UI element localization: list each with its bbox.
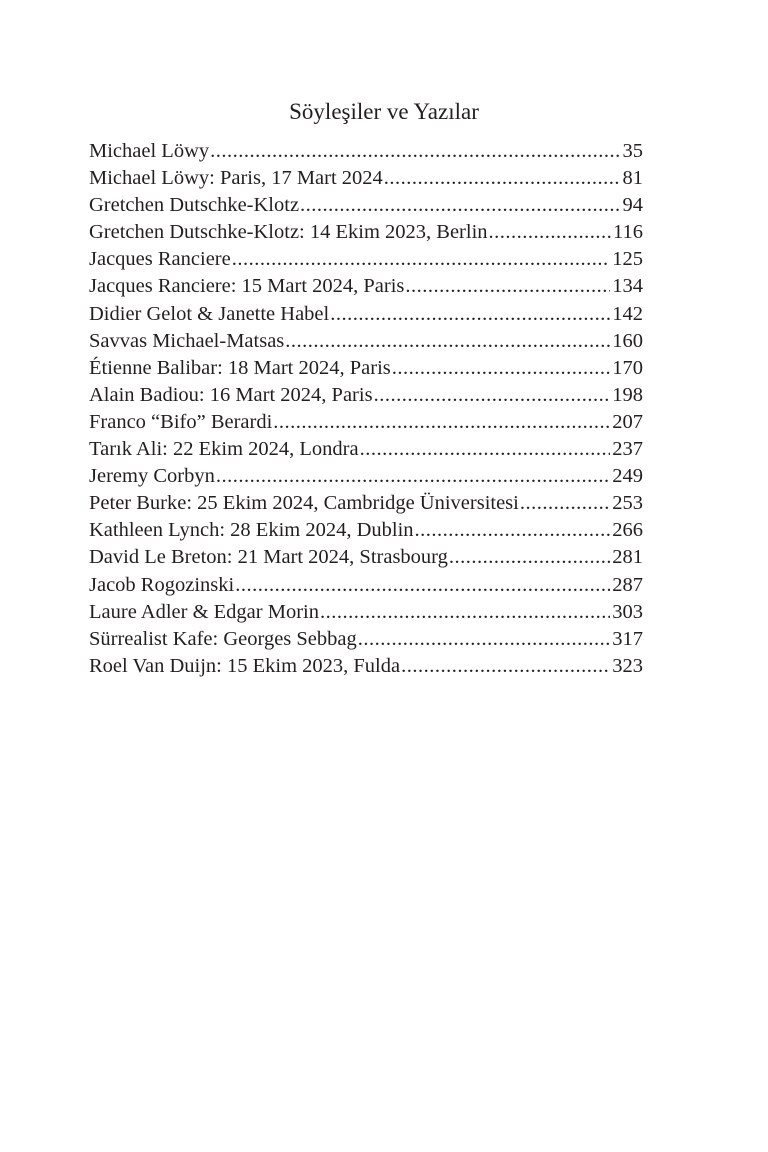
toc-entry-page: 125 (612, 248, 643, 271)
toc-entry (89, 653, 643, 680)
toc-entry (89, 490, 643, 517)
toc-dot-leader (449, 544, 610, 571)
toc-entry-page: 323 (612, 654, 643, 677)
toc-entry-title: Kathleen Lynch: 28 Ekim 2024, Dublin (89, 519, 414, 542)
toc-entry-title: Michael Löwy: Paris, 17 Mart 2024 (89, 167, 383, 190)
toc-entry-title: Jacob Rogozinski (89, 573, 235, 596)
toc-dot-leader (320, 599, 610, 626)
toc-dot-leader (273, 409, 610, 436)
toc-entry-title: Tarık Ali: 22 Ekim 2024, Londra (89, 438, 359, 461)
toc-entry-title: Roel Van Duijn: 15 Ekim 2023, Fulda (89, 654, 401, 677)
toc-entry (89, 436, 643, 463)
toc-dot-leader (358, 626, 610, 653)
toc-dot-leader (285, 328, 610, 355)
toc-entry-page: 249 (612, 465, 643, 488)
toc-entry-page: 35 (622, 140, 643, 162)
toc-entry-page: 160 (612, 329, 643, 352)
toc-entry-page: 134 (612, 275, 643, 298)
toc-dot-leader (405, 273, 610, 300)
toc-dot-leader (401, 653, 610, 680)
toc-entry (89, 382, 643, 409)
toc-entry-page: 198 (612, 383, 643, 406)
toc-entry (89, 165, 643, 192)
toc-entry (89, 273, 643, 300)
toc-dot-leader (300, 192, 620, 219)
toc-entry-page: 116 (613, 221, 643, 244)
toc-entry (89, 192, 643, 219)
toc-entry-title: Savvas Michael-Matsas (89, 329, 285, 352)
toc-dot-leader (232, 246, 611, 273)
toc-entry-title: Didier Gelot & Janette Habel (89, 302, 330, 325)
toc-entry (89, 328, 643, 355)
toc-entry (89, 517, 643, 544)
toc-entry-page: 142 (612, 302, 643, 325)
toc-entry-page: 207 (612, 410, 643, 433)
toc-entry-page: 94 (622, 194, 643, 217)
toc-entry-title: Gretchen Dutschke-Klotz (89, 194, 300, 217)
toc-entry (89, 246, 643, 273)
toc-entry-title: Jacques Ranciere: 15 Mart 2024, Paris (89, 275, 405, 298)
toc-entry-title: Gretchen Dutschke-Klotz: 14 Ekim 2023, Berlin (89, 221, 488, 244)
toc-dot-leader (360, 436, 611, 463)
toc-entry-page: 281 (612, 546, 643, 569)
toc-entry-title: Étienne Balibar: 18 Mart 2024, Paris (89, 356, 391, 379)
toc-dot-leader (330, 301, 610, 328)
toc-entry-title: Alain Badiou: 16 Mart 2024, Paris (89, 383, 373, 406)
toc-entry (89, 301, 643, 328)
toc-entry-page: 81 (622, 167, 643, 190)
toc-entry-page: 303 (612, 600, 643, 623)
toc-entry-page: 170 (612, 356, 643, 379)
toc-entry-title: Jacques Ranciere (89, 248, 231, 271)
toc-dot-leader (374, 382, 611, 409)
toc-dot-leader (489, 219, 611, 246)
table-of-contents (89, 138, 643, 680)
toc-dot-leader (415, 517, 611, 544)
toc-entry-title: Michael Löwy (89, 140, 210, 162)
toc-entry-page: 253 (612, 492, 643, 515)
toc-entry (89, 544, 643, 571)
toc-entry (89, 599, 643, 626)
toc-entry-title: Franco “Bifo” Berardi (89, 410, 273, 433)
toc-entry (89, 572, 643, 599)
toc-entry-page: 287 (612, 573, 643, 596)
toc-entry (89, 409, 643, 436)
toc-entry-title: David Le Breton: 21 Mart 2024, Strasbourg (89, 546, 448, 569)
toc-entry-title: Jeremy Corbyn (89, 465, 215, 488)
toc-dot-leader (520, 490, 610, 517)
toc-entry (89, 626, 643, 653)
toc-entry-page: 237 (612, 438, 643, 461)
toc-entry-page: 266 (612, 519, 643, 542)
page-title: Söyleşiler ve Yazılar (289, 99, 479, 124)
toc-entry-page: 317 (612, 627, 643, 650)
toc-entry (89, 463, 643, 490)
toc-dot-leader (210, 138, 620, 165)
toc-entry-title: Sürrealist Kafe: Georges Sebbag (89, 627, 357, 650)
toc-entry-title: Laure Adler & Edgar Morin (89, 600, 319, 623)
toc-dot-leader (392, 355, 611, 382)
toc-dot-leader (216, 463, 610, 490)
toc-entry-title: Peter Burke: 25 Ekim 2024, Cambridge Üniversitesi (89, 492, 519, 515)
toc-dot-leader (235, 572, 610, 599)
toc-dot-leader (384, 165, 621, 192)
toc-entry (89, 355, 643, 382)
toc-entry (89, 219, 643, 246)
toc-entry (89, 138, 643, 165)
